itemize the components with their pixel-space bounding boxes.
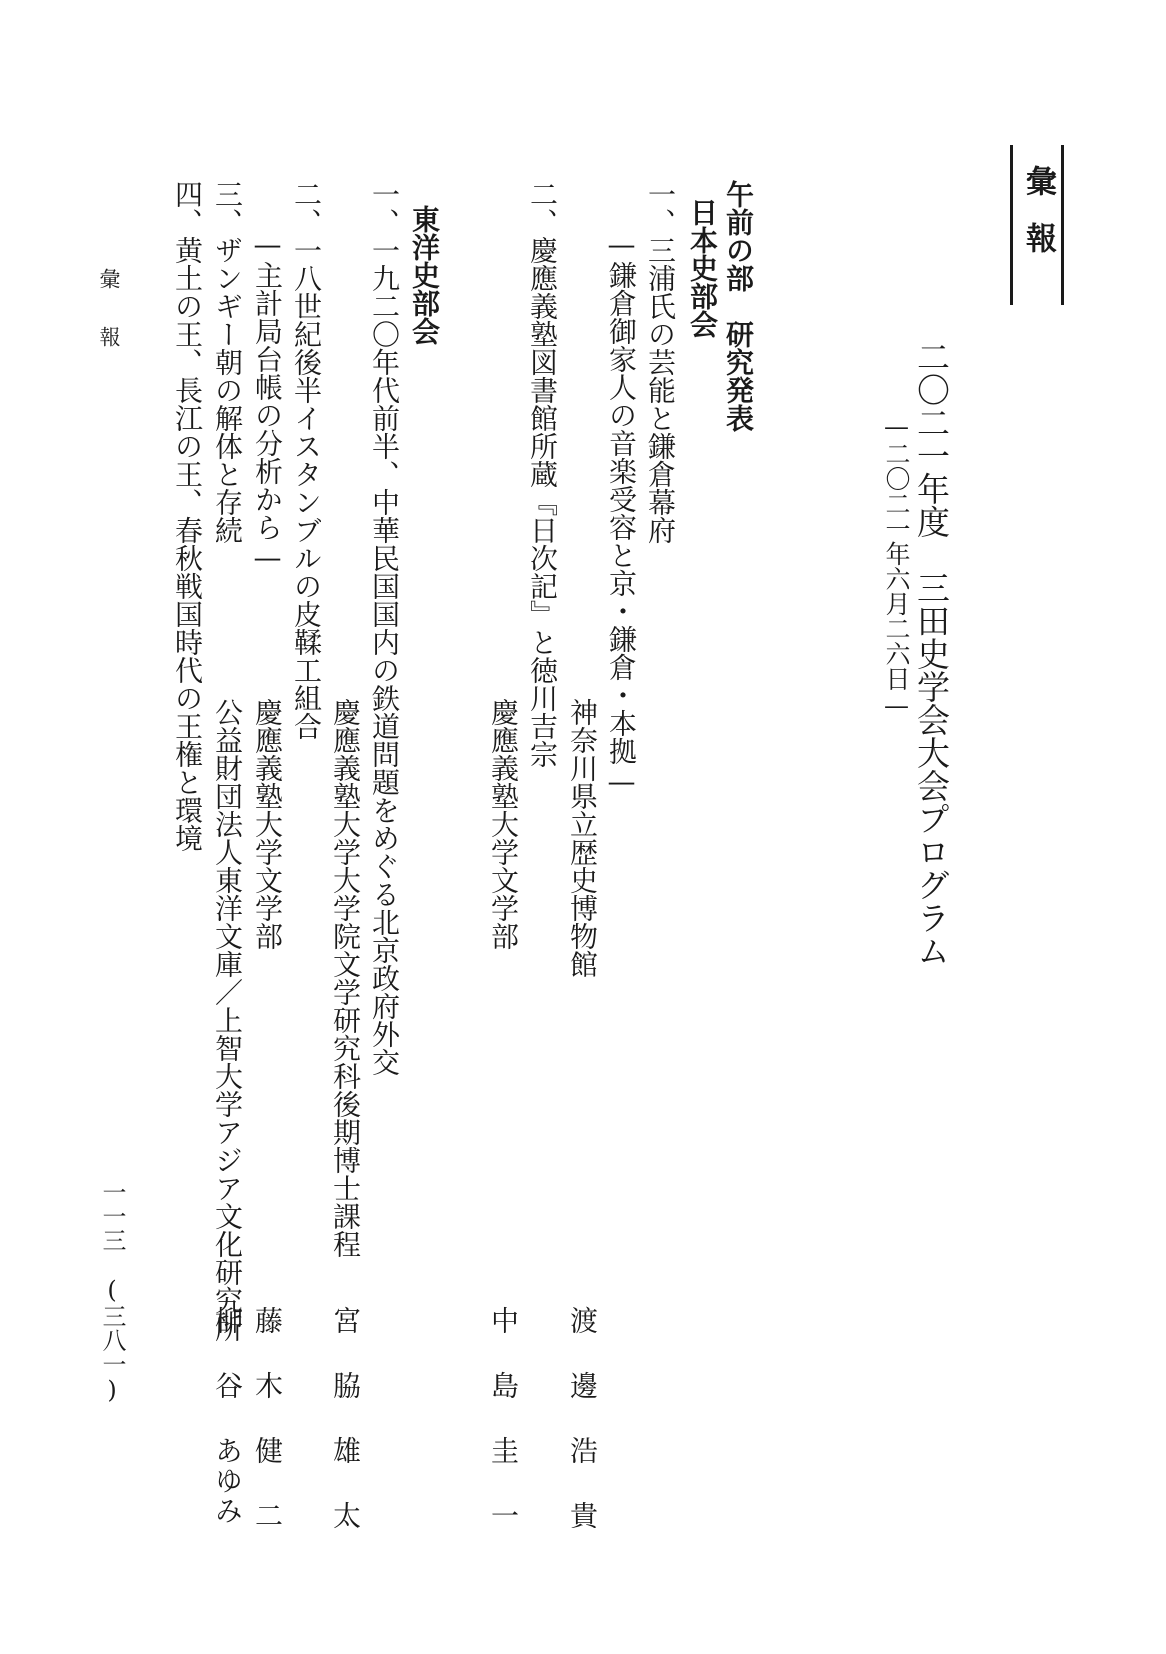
presenter-jp-2: 中 島 圭 一 [487,1306,520,1531]
section-heading-japanese: 日本史部会 [686,198,719,338]
presenter-or-1: 宮 脇 雄 太 [329,1306,362,1531]
session-heading: 午前の部 研究発表 [722,180,755,432]
footer-label: 彙 報 [97,268,121,355]
event-date: —二〇二一年六月二六日— [882,412,911,720]
talk-title-or-4: 四、黄土の王、長江の王、春秋戦国時代の王権と環境 [171,180,204,852]
affiliation-or-3: 公益財団法人東洋文庫／上智大学アジア文化研究所 [211,698,244,1342]
presenter-or-2: 藤 木 健 二 [251,1306,284,1531]
header-label: 彙報 [1020,165,1056,279]
talk-title-or-3: 三、ザンギー朝の解体と存続 [211,180,244,544]
affiliation-jp-2: 慶應義塾大学文学部 [487,698,520,950]
header-box [1010,145,1064,305]
talk-title-jp-1: 一、三浦氏の芸能と鎌倉幕府 [644,180,677,544]
affiliation-or-1: 慶應義塾大学大学院文学研究科後期博士課程 [329,698,362,1258]
presenter-or-3: 柳 谷 あゆみ [211,1306,244,1526]
talk-subtitle-jp-1: —鎌倉御家人の音楽受容と京・鎌倉・本拠— [605,228,638,798]
affiliation-or-2: 慶應義塾大学文学部 [251,698,284,950]
section-heading-oriental: 東洋史部会 [408,205,441,345]
affiliation-jp-1: 神奈川県立歴史博物館 [566,698,599,978]
talk-title-or-2: 二、一八世紀後半イスタンブルの皮鞣工組合 [290,180,323,740]
talk-subtitle-or-2: —主計局台帳の分析から— [251,228,284,574]
page-title: 二〇二一年度 三田史学会大会プログラム [912,340,951,967]
talk-title-jp-2: 二、慶應義塾図書館所蔵『日次記』と徳川吉宗 [526,180,559,768]
talk-title-or-1: 一、一九二〇年代前半、中華民国国内の鉄道問題をめぐる北京政府外交 [368,180,401,1076]
page-number: 一一三 (三八一) [98,1180,126,1404]
presenter-jp-1: 渡 邊 浩 貴 [566,1306,599,1531]
